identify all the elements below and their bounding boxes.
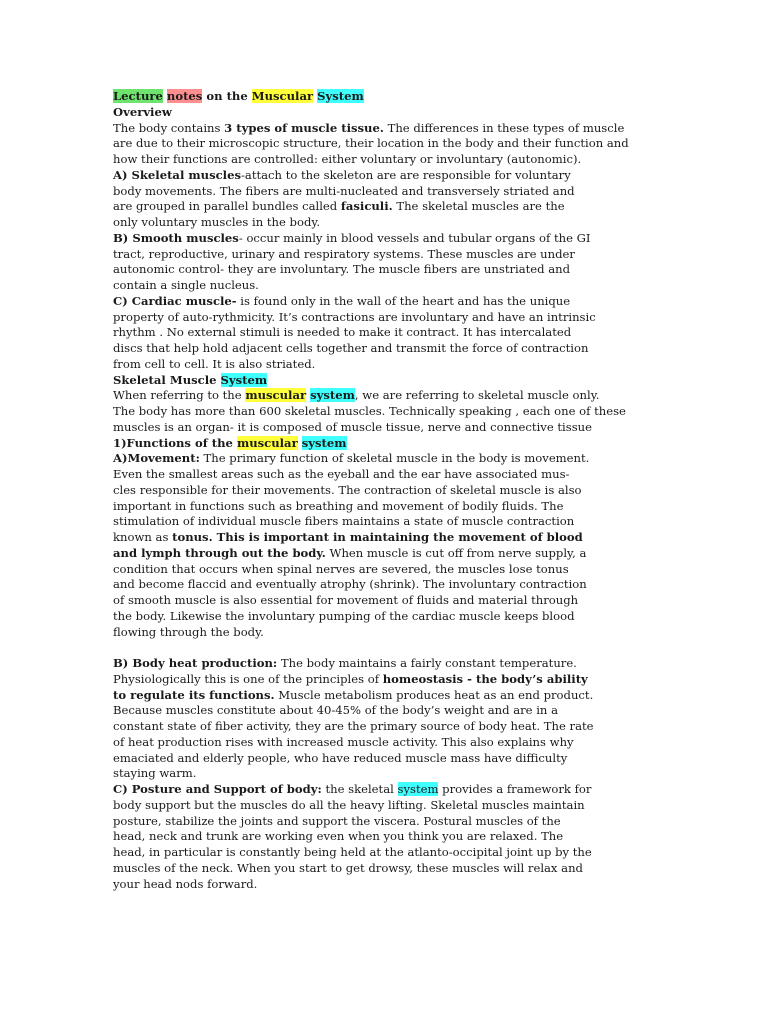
posture-line-5: head, in particular is constantly being held at the atlanto-occipital joint up by the	[113, 845, 592, 859]
title-word-system: System	[317, 89, 364, 103]
skeletal-system-line-3: muscles is an organ- it is composed of muscle tissue, nerve and connective tissue	[113, 419, 592, 434]
posture-line-1: C) Posture and Support of body: the skeletal system provides a framework for	[113, 782, 592, 796]
posture-line-4: head, neck and trunk are working even when you think you are relaxed. The	[113, 829, 564, 844]
paragraph-gap	[113, 640, 613, 656]
movement-line-12: flowing through the body.	[113, 624, 264, 639]
movement-line-3: cles responsible for their movements. The contraction of skeletal muscle is also	[113, 482, 582, 497]
heat-line-3: to regulate its functions. Muscle metabolism produces heat as an end product.	[113, 687, 594, 702]
heat-line-4: Because muscles constitute about 40-45% of the body’s weight and are in a	[113, 703, 559, 718]
smooth-line-3: autonomic control- they are involuntary. The muscle fibers are unstriated and	[113, 262, 571, 277]
highlight-system: system	[310, 388, 355, 403]
movement-line-4: important in functions such as breathing and movement of bodily fluids. The	[113, 498, 564, 513]
movement-line-6: known as tonus. This is important in maintaining the movement of blood	[113, 530, 583, 544]
posture-line-2: body support but the muscles do all the heavy lifting. Skeletal muscles maintain	[113, 797, 585, 812]
heat-line-5: constant state of fiber activity, they are the primary source of body heat. The rate	[113, 719, 594, 733]
skeletal-line-4: only voluntary muscles in the body.	[113, 215, 321, 229]
movement-line-10: of smooth muscle is also essential for movement of fluids and material through	[113, 593, 579, 607]
highlight-muscular: muscular	[236, 435, 298, 450]
title-word-on-the: on the	[202, 89, 252, 103]
movement-line-8: condition that occurs when spinal nerves are severed, the muscles lose tonus	[113, 561, 569, 576]
smooth-line-2: tract, reproductive, urinary and respiratory systems. These muscles are under	[113, 246, 575, 261]
skeletal-system-heading: Skeletal Muscle System	[113, 372, 268, 387]
skeletal-line-3: are grouped in parallel bundles called fasiculi. The skeletal muscles are the	[113, 199, 565, 214]
title-word-muscular: Muscular	[251, 89, 314, 103]
movement-line-2: Even the smallest areas such as the eyeball and the ear have associated mus-	[113, 467, 570, 481]
cardiac-line-3: rhythm . No external stimuli is needed to make it contract. It has intercalated	[113, 325, 572, 340]
heat-line-8: staying warm.	[113, 766, 197, 781]
movement-line-7: and lymph through out the body. When muscle is cut off from nerve supply, a	[113, 545, 587, 560]
posture-line-6: muscles of the neck. When you start to get drowsy, these muscles will relax and	[113, 860, 583, 875]
skeletal-line-2: body movements. The fibers are multi-nucleated and transversely striated and	[113, 183, 575, 198]
cardiac-line-5: from cell to cell. It is also striated.	[113, 356, 316, 371]
movement-line-5: stimulation of individual muscle fibers maintains a state of muscle contraction	[113, 514, 575, 529]
document-page	[113, 89, 629, 892]
overview-heading: Overview	[113, 104, 172, 119]
overview-line-1: The body contains 3 types of muscle tissue. The differences in these types of muscle	[113, 120, 625, 135]
posture-line-7: your head nods forward.	[113, 876, 258, 891]
overview-line-2: are due to their microscopic structure, their location in the body and their function and	[113, 136, 629, 151]
skeletal-system-line-1: When referring to the muscular system, we are referring to skeletal muscle only.	[113, 388, 600, 403]
heat-line-2: Physiologically this is one of the principles of homeostasis - the body’s ability	[113, 671, 588, 686]
movement-line-11: the body. Likewise the involuntary pumping of the cardiac muscle keeps blood	[113, 608, 575, 623]
highlight-muscular: muscular	[245, 388, 307, 403]
cardiac-line-1: C) Cardiac muscle- is found only in the wall of the heart and has the unique	[113, 293, 571, 308]
overview-line-3: how their functions are controlled: either voluntary or involuntary (autonomic).	[113, 152, 582, 166]
skeletal-line-1: A) Skeletal muscles-attach to the skeleton are are responsible for voluntary	[113, 167, 571, 182]
highlight-system: System	[220, 372, 268, 387]
functions-heading: 1)Functions of the muscular system	[113, 435, 347, 450]
smooth-line-4: contain a single nucleus.	[113, 278, 259, 292]
heat-line-1: B) Body heat production: The body maintains a fairly constant temperature.	[113, 656, 577, 670]
title-word-notes: notes	[166, 89, 203, 103]
cardiac-line-4: discs that help hold adjacent cells together and transmit the force of contraction	[113, 341, 589, 355]
skeletal-system-line-2: The body has more than 600 skeletal muscles. Technically speaking , each one of these	[113, 404, 626, 418]
highlight-system: system	[397, 782, 439, 796]
heat-line-7: emaciated and elderly people, who have reduced muscle mass have difficulty	[113, 750, 568, 765]
movement-line-9: and become flaccid and eventually atrophy (shrink). The involuntary contraction	[113, 577, 587, 592]
highlight-system: system	[301, 435, 347, 450]
title-word-lecture: Lecture	[113, 89, 163, 103]
document-title	[113, 89, 613, 105]
heat-line-6: of heat production rises with increased muscle activity. This also explains why	[113, 734, 574, 749]
cardiac-line-2: property of auto-rythmicity. It’s contractions are involuntary and have an intrinsic	[113, 309, 596, 324]
posture-line-3: posture, stabilize the joints and support the viscera. Postural muscles of the	[113, 813, 561, 828]
movement-line-1: A)Movement: The primary function of skeletal muscle in the body is movement.	[113, 451, 590, 466]
smooth-line-1: B) Smooth muscles- occur mainly in blood vessels and tubular organs of the GI	[113, 230, 591, 245]
